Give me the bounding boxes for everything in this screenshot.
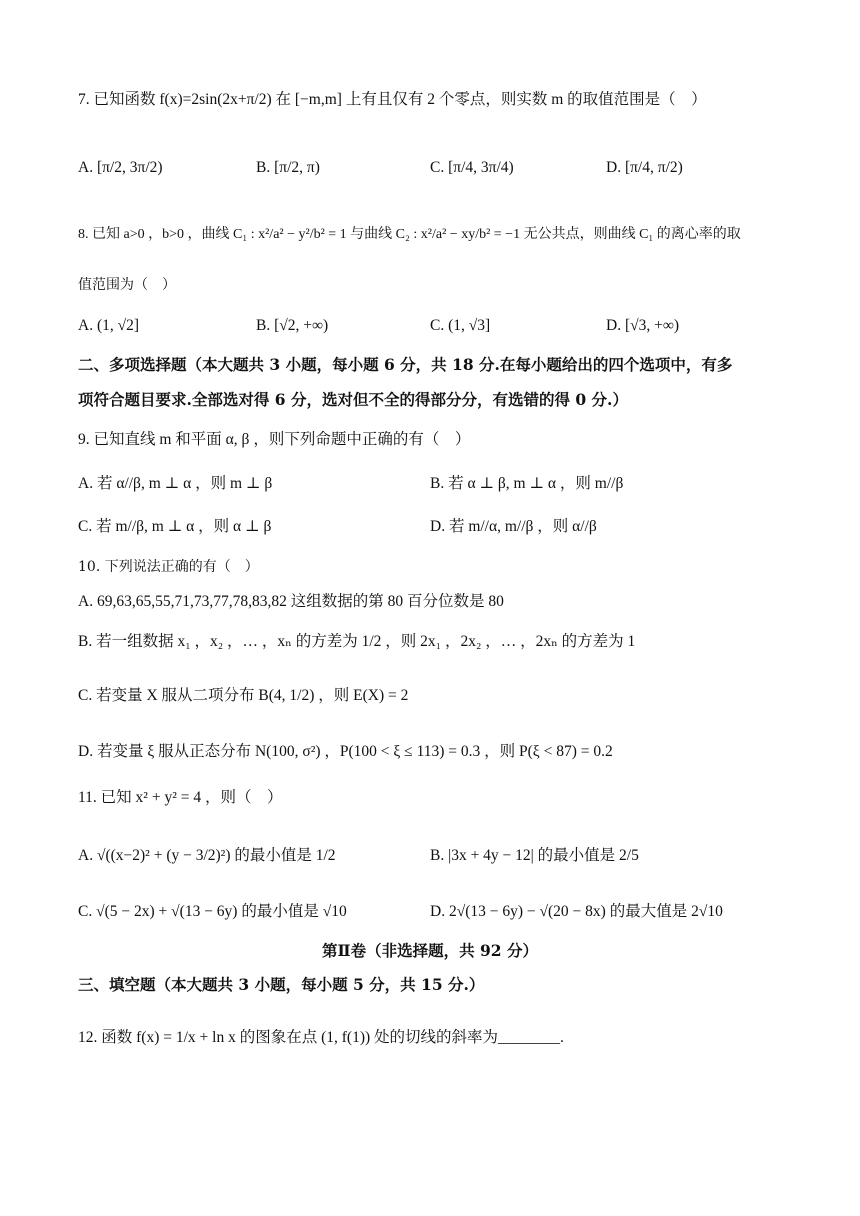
question-8-option-c: C. (1, √3]: [430, 317, 491, 334]
question-8-option-b: B. [√2, +∞): [256, 317, 329, 334]
section-2-heading-line2: 项符合题目要求.全部选对得 6 分，选对但不全的得部分分，有选错的得 0 分.）: [78, 390, 628, 409]
question-11-stem: 11. 已知 x² + y² = 4 ，则（ ）: [78, 789, 283, 806]
question-9-stem: 9. 已知直线 m 和平面 α, β ，则下列命题中正确的有（ ）: [78, 431, 471, 448]
question-10-option-b: B. 若一组数据 x₁ ，x₂ ，… ，xₙ 的方差为 1/2 ，则 2x₁ ，2x₂ ，… ，2xₙ 的方差为 1: [78, 633, 636, 650]
question-10-option-c: C. 若变量 X 服从二项分布 B(4, 1/2) ，则 E(X) = 2: [78, 687, 409, 704]
question-9-option-c: C. 若 m//β, m ⊥ α ，则 α ⊥ β: [78, 518, 272, 535]
question-9-option-a: A. 若 α//β, m ⊥ α ，则 m ⊥ β: [78, 475, 273, 492]
question-10-option-d: D. 若变量 ξ 服从正态分布 N(100, σ²) ，P(100 < ξ ≤ 113) = 0.3 ，则 P(ξ < 87) = 0.2: [78, 743, 613, 760]
question-7-option-b: B. [π/2, π): [256, 159, 320, 176]
question-8-option-d: D. [√3, +∞): [606, 317, 680, 334]
question-7-option-d: D. [π/4, π/2): [606, 159, 683, 176]
question-12-stem: 12. 函数 f(x) = 1/x + ln x 的图象在点 (1, f(1)) 处的切线的斜率为________.: [78, 1029, 564, 1046]
section-2-heading-line1: 二、多项选择题（本大题共 3 小题，每小题 6 分，共 18 分.在每小题给出的四个选项中，有多: [78, 355, 733, 374]
question-9-option-d: D. 若 m//α, m//β ，则 α//β: [430, 518, 597, 535]
question-7-option-a: A. [π/2, 3π/2): [78, 159, 163, 176]
question-10-option-a: A. 69,63,65,55,71,73,77,78,83,82 这组数据的第 80 百分位数是 80: [78, 593, 504, 610]
question-11-option-b: B. |3x + 4y − 12| 的最小值是 2/5: [430, 847, 639, 864]
part-2-title: 第Ⅱ卷（非选择题，共 92 分）: [322, 941, 538, 960]
question-11-option-a: A. √((x−2)² + (y − 3/2)²) 的最小值是 1/2: [78, 847, 336, 864]
question-11-option-d: D. 2√(13 − 6y) − √(20 − 8x) 的最大值是 2√10: [430, 903, 723, 920]
section-3-heading: 三、填空题（本大题共 3 小题，每小题 5 分，共 15 分.）: [78, 975, 485, 994]
question-11-option-c: C. √(5 − 2x) + √(13 − 6y) 的最小值是 √10: [78, 903, 347, 920]
question-8-stem-line2: 值范围为（ ）: [78, 277, 176, 293]
question-8-stem-line1: 8. 已知 a>0 ，b>0 ，曲线 C₁ : x²/a² − y²/b² = 1 与曲线 C₂ : x²/a² − xy/b² = −1 无公共点，则曲线 C₁ 的离心率的取: [78, 227, 741, 242]
question-9-option-b: B. 若 α ⊥ β, m ⊥ α ，则 m//β: [430, 475, 624, 492]
question-7-option-c: C. [π/4, 3π/4): [430, 159, 514, 176]
question-7-stem: 7. 已知函数 f(x)=2sin(2x+π/2) 在 [−m,m] 上有且仅有 2 个零点，则实数 m 的取值范围是（ ）: [78, 91, 707, 108]
question-8-option-a: A. (1, √2]: [78, 317, 140, 334]
question-10-stem: 10. 下列说法正确的有（ ）: [78, 559, 259, 575]
